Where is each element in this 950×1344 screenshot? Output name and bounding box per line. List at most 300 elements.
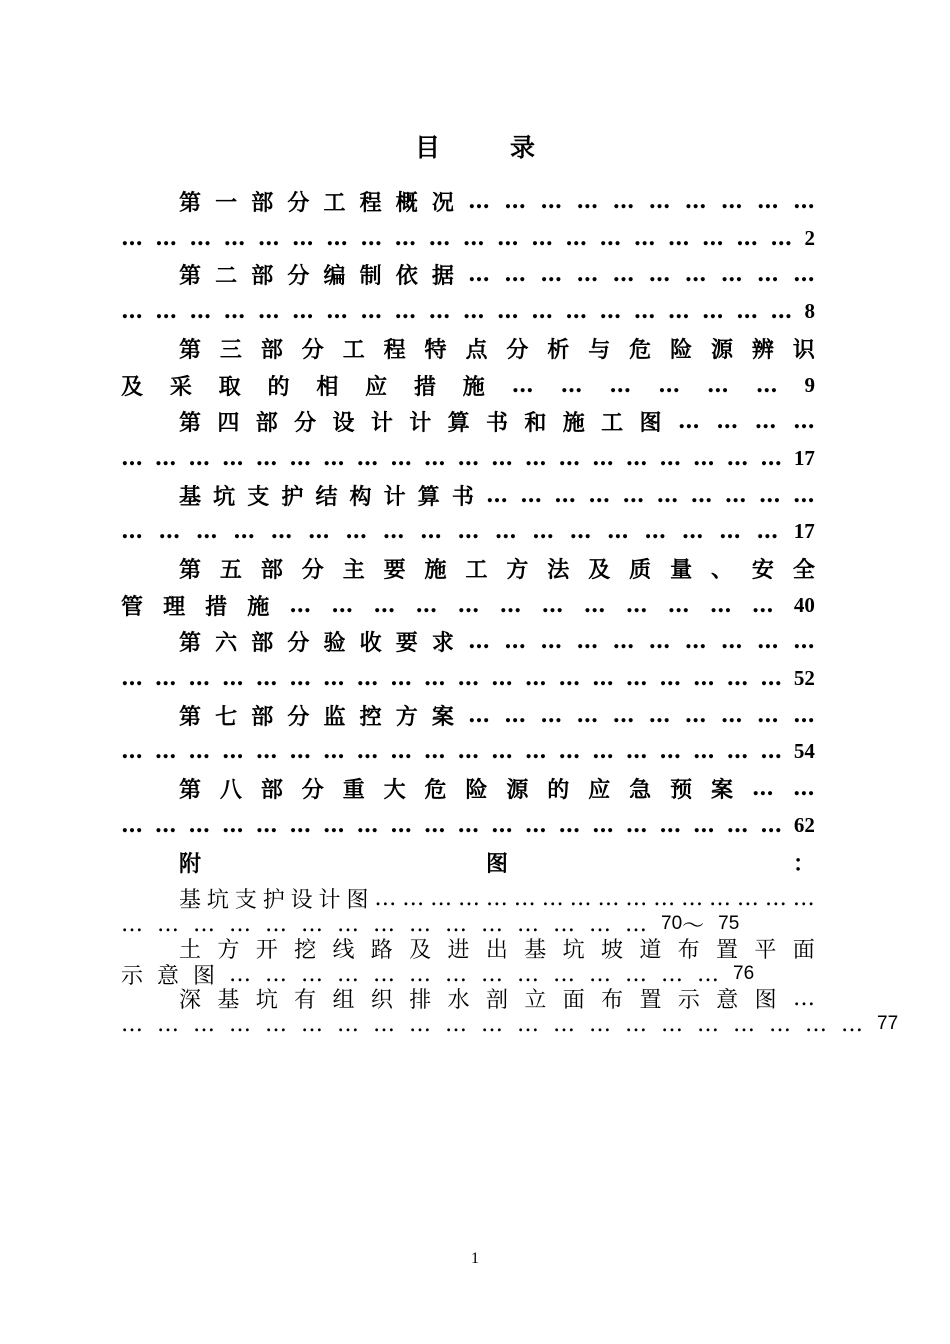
toc-char: … xyxy=(420,518,442,544)
toc-char: … xyxy=(565,225,588,251)
toc-char: … xyxy=(345,518,368,544)
toc-char: … xyxy=(390,665,413,691)
toc-char: … xyxy=(458,885,481,911)
toc-char: 水 xyxy=(447,987,470,1013)
toc-char: … xyxy=(625,665,648,691)
toc-char: 第 xyxy=(179,703,202,730)
toc-char: 方 xyxy=(217,937,240,963)
toc-char: 、 xyxy=(710,556,733,583)
toc-char: … xyxy=(756,628,779,654)
toc-char: 部 xyxy=(255,409,278,436)
toc-char: … xyxy=(337,911,359,937)
toc-char: 意 xyxy=(157,963,180,989)
toc-char: … xyxy=(189,225,212,251)
toc-char: … xyxy=(541,885,564,911)
toc-char: … xyxy=(792,188,815,214)
toc-char: … xyxy=(659,738,682,764)
toc-char: 坑 xyxy=(562,937,585,963)
toc-char: … xyxy=(558,665,581,691)
toc-char: … xyxy=(792,702,815,728)
toc-char: … xyxy=(517,1011,539,1037)
toc-char: … xyxy=(337,1011,359,1037)
toc-char: 置 xyxy=(716,937,739,963)
toc-char: … xyxy=(760,445,783,471)
toc-char: 工 xyxy=(601,409,624,436)
toc-char: … xyxy=(724,482,747,508)
toc-char: 分 xyxy=(287,629,310,656)
toc-char: 分 xyxy=(287,262,310,289)
toc-char: … xyxy=(457,592,480,618)
toc-char: … xyxy=(681,518,704,544)
toc-char: … xyxy=(229,911,251,937)
toc-char: 部 xyxy=(260,556,283,583)
toc-char: … xyxy=(792,482,815,508)
toc-char: … xyxy=(758,482,781,508)
page-ref: 70 xyxy=(661,913,683,934)
page-ref: 40 xyxy=(793,592,815,617)
toc-char: … xyxy=(760,738,783,764)
toc-char: … xyxy=(755,372,778,398)
toc-char: … xyxy=(720,188,743,214)
toc-char: … xyxy=(457,665,480,691)
toc-char: 路 xyxy=(370,937,393,963)
toc-char: … xyxy=(504,261,527,287)
toc-char: … xyxy=(430,885,453,911)
toc-char: 部 xyxy=(251,262,274,289)
toc-char: … xyxy=(576,628,599,654)
toc-char: … xyxy=(760,665,783,691)
toc-char: 设 xyxy=(332,409,355,436)
toc-char: … xyxy=(195,518,218,544)
toc-char: … xyxy=(625,911,647,937)
toc-char: … xyxy=(667,592,690,618)
toc-char: 六 xyxy=(215,629,238,656)
toc-char: 要 xyxy=(395,629,418,656)
toc-line-part2-a xyxy=(179,257,815,291)
toc-char: … xyxy=(558,445,581,471)
toc-char: 收 xyxy=(359,629,382,656)
toc-char: … xyxy=(589,1011,611,1037)
toc-char: … xyxy=(684,702,707,728)
toc-char: … xyxy=(553,961,576,987)
toc-char: … xyxy=(690,482,713,508)
toc-char: … xyxy=(576,188,599,214)
toc-char: … xyxy=(255,738,278,764)
toc-char: … xyxy=(390,445,413,471)
toc-char: 制 xyxy=(359,262,382,289)
toc-char: 构 xyxy=(349,483,372,510)
toc-char: … xyxy=(468,188,490,214)
toc-char: 部 xyxy=(260,336,283,363)
toc-char: … xyxy=(591,812,614,838)
toc-char: … xyxy=(792,628,815,654)
toc-char: 织 xyxy=(370,987,393,1013)
toc-char: 和 xyxy=(524,409,547,436)
toc-char: … xyxy=(625,961,648,987)
toc-char: 置 xyxy=(639,987,662,1013)
toc-char: 措 xyxy=(205,593,228,620)
toc-char: … xyxy=(457,518,480,544)
toc-char: … xyxy=(667,298,690,324)
toc-char: … xyxy=(677,408,700,434)
toc-char: 计 xyxy=(318,887,341,913)
toc-char: 二 xyxy=(215,262,238,289)
toc-line-sub1-b xyxy=(121,514,815,548)
toc-title xyxy=(0,128,950,164)
toc-char: 线 xyxy=(332,937,355,963)
toc-char: … xyxy=(289,812,312,838)
toc-char: 分 xyxy=(287,189,310,216)
toc-char: 险 xyxy=(465,776,488,803)
toc-char: … xyxy=(756,188,779,214)
toc-char: … xyxy=(496,298,519,324)
toc-char: … xyxy=(558,738,581,764)
toc-char: 基 xyxy=(217,987,240,1013)
toc-char: 源 xyxy=(710,336,733,363)
toc-char: 概 xyxy=(395,189,418,216)
toc-char: … xyxy=(606,518,629,544)
toc-char: 况 xyxy=(431,189,454,216)
toc-char: … xyxy=(540,261,563,287)
toc-char: 控 xyxy=(359,703,382,730)
toc-char: … xyxy=(792,885,815,911)
toc-char: … xyxy=(301,911,323,937)
toc-char: … xyxy=(648,188,671,214)
toc-char: 特 xyxy=(424,336,447,363)
toc-char: 据 xyxy=(431,262,454,289)
toc-char: … xyxy=(599,225,622,251)
toc-char: … xyxy=(189,298,212,324)
toc-char: … xyxy=(554,482,577,508)
toc-char: … xyxy=(373,592,396,618)
toc-char: … xyxy=(612,702,635,728)
toc-char: … xyxy=(326,298,349,324)
toc-char: … xyxy=(684,188,707,214)
toc-char: 分 xyxy=(301,336,324,363)
toc-char: 第 xyxy=(179,262,202,289)
toc-char: 有 xyxy=(294,987,317,1013)
toc-char: … xyxy=(188,665,211,691)
toc-char: 第 xyxy=(179,336,202,363)
toc-char: 应 xyxy=(365,373,388,400)
toc-char: 第 xyxy=(179,556,202,583)
toc-char: 附 xyxy=(179,850,202,877)
toc-char: … xyxy=(751,775,774,801)
toc-char: … xyxy=(499,592,522,618)
toc-char: … xyxy=(656,482,679,508)
toc-char: … xyxy=(491,738,514,764)
toc-char: 支 xyxy=(247,483,270,510)
toc-char: 八 xyxy=(219,776,242,803)
toc-char: … xyxy=(625,1011,647,1037)
toc-char: … xyxy=(415,592,438,618)
toc-line-part3-a xyxy=(179,331,815,365)
toc-char: 及 xyxy=(588,556,611,583)
toc-char: … xyxy=(540,188,563,214)
toc-char: … xyxy=(221,738,244,764)
page-ref: 17 xyxy=(793,518,815,543)
toc-char: 大 xyxy=(383,776,406,803)
toc-char: … xyxy=(428,298,451,324)
toc-char: … xyxy=(121,738,143,764)
toc-line-part4-a xyxy=(179,404,815,438)
toc-char: 主 xyxy=(342,556,365,583)
toc-line-fig1-a xyxy=(179,884,815,912)
toc-char: … xyxy=(769,1011,791,1037)
toc-char: 组 xyxy=(332,987,355,1013)
toc-char: … xyxy=(255,812,278,838)
toc-char: … xyxy=(609,372,632,398)
toc-char: 施 xyxy=(247,593,270,620)
toc-char: … xyxy=(659,445,682,471)
toc-line-sub1-a xyxy=(179,478,815,512)
toc-char: … xyxy=(360,225,383,251)
toc-char: 挖 xyxy=(294,937,317,963)
toc-char: … xyxy=(553,911,575,937)
toc-char: 设 xyxy=(290,887,313,913)
toc-char: 采 xyxy=(169,373,192,400)
toc-char: … xyxy=(517,961,540,987)
toc-char: … xyxy=(462,298,485,324)
page-ref: 52 xyxy=(793,665,815,690)
toc-char: … xyxy=(409,961,432,987)
toc-char: … xyxy=(485,885,508,911)
toc-char: … xyxy=(356,445,379,471)
toc-char: … xyxy=(265,1011,287,1037)
toc-char: 措 xyxy=(413,373,436,400)
toc-char: 图 xyxy=(754,987,777,1013)
toc-char: 第 xyxy=(179,776,202,803)
toc-char: … xyxy=(356,665,379,691)
toc-char: … xyxy=(468,628,490,654)
toc-char: 分 xyxy=(287,703,310,730)
toc-line-part1-b xyxy=(121,221,815,255)
toc-char: 源 xyxy=(506,776,529,803)
toc-char: … xyxy=(597,885,620,911)
toc-char: … xyxy=(255,445,278,471)
toc-char: … xyxy=(496,225,519,251)
toc-char: 算 xyxy=(417,483,440,510)
toc-char: 全 xyxy=(792,556,815,583)
toc-char: … xyxy=(589,911,611,937)
title-char-2: 录 xyxy=(510,133,536,162)
toc-char: … xyxy=(154,738,177,764)
toc-char: … xyxy=(373,961,396,987)
toc-char: … xyxy=(221,445,244,471)
toc-line-part5-a xyxy=(179,551,815,585)
toc-char: … xyxy=(291,298,314,324)
toc-line-part3-b xyxy=(121,368,815,402)
toc-char: … xyxy=(223,298,246,324)
toc-char: … xyxy=(524,738,547,764)
toc-char: … xyxy=(720,628,743,654)
toc-line-part4-b xyxy=(121,441,815,475)
toc-char: … xyxy=(468,261,490,287)
toc-char: … xyxy=(158,518,181,544)
toc-char: 第 xyxy=(179,189,202,216)
toc-char: 分 xyxy=(301,556,324,583)
toc-char: 的 xyxy=(267,373,290,400)
toc-char: … xyxy=(360,298,383,324)
toc-char: … xyxy=(402,885,425,911)
toc-char: 书 xyxy=(451,483,474,510)
toc-char: … xyxy=(121,445,143,471)
toc-char: … xyxy=(736,298,759,324)
toc-char: 与 xyxy=(588,336,611,363)
toc-char: 坑 xyxy=(255,987,278,1013)
toc-char: … xyxy=(511,372,534,398)
toc-char: 验 xyxy=(323,629,346,656)
toc-char: 护 xyxy=(281,483,304,510)
toc-char: 部 xyxy=(251,629,274,656)
toc-char: … xyxy=(667,225,690,251)
toc-char: 施 xyxy=(562,409,585,436)
toc-char: … xyxy=(726,445,749,471)
toc-line-fig2-a xyxy=(179,934,815,962)
toc-char: 计 xyxy=(383,483,406,510)
toc-char: … xyxy=(726,738,749,764)
toc-char: … xyxy=(560,372,583,398)
toc-char: 分 xyxy=(301,776,324,803)
toc-char: 坑 xyxy=(206,887,229,913)
toc-char: … xyxy=(701,225,724,251)
toc-char: 重 xyxy=(342,776,365,803)
toc-char: 辨 xyxy=(751,336,774,363)
toc-char: 险 xyxy=(670,336,693,363)
toc-char: 管 xyxy=(121,593,144,620)
toc-char: 案 xyxy=(431,703,454,730)
toc-char: … xyxy=(684,261,707,287)
toc-char: … xyxy=(307,518,330,544)
toc-char: … xyxy=(648,702,671,728)
toc-char: … xyxy=(154,812,177,838)
toc-char: … xyxy=(633,225,656,251)
toc-char: … xyxy=(504,702,527,728)
toc-char: … xyxy=(719,518,741,544)
toc-char: 土 xyxy=(179,937,202,963)
toc-char: … xyxy=(257,298,280,324)
page-ref: 17 xyxy=(793,445,815,470)
toc-char: 取 xyxy=(218,373,241,400)
toc-char: … xyxy=(445,961,468,987)
toc-char: … xyxy=(661,961,684,987)
toc-char: … xyxy=(193,1011,215,1037)
page-ref: 75 xyxy=(718,913,740,934)
toc-char: … xyxy=(540,628,563,654)
toc-char: … xyxy=(154,445,177,471)
toc-line-fig3-b xyxy=(121,1010,899,1038)
toc-char: 道 xyxy=(639,937,662,963)
toc-char: … xyxy=(558,812,581,838)
toc-char: … xyxy=(229,961,252,987)
toc-char: 图 xyxy=(639,409,662,436)
toc-char: 编 xyxy=(323,262,346,289)
toc-char: … xyxy=(524,445,547,471)
toc-char: … xyxy=(589,961,612,987)
toc-char: … xyxy=(565,298,588,324)
toc-char: … xyxy=(684,628,707,654)
toc-char: … xyxy=(289,445,312,471)
toc-char: … xyxy=(301,961,324,987)
toc-char: 图 xyxy=(485,850,508,877)
toc-char: … xyxy=(457,812,480,838)
toc-char: 基 xyxy=(179,483,202,510)
toc-char: … xyxy=(188,738,211,764)
toc-char: 程 xyxy=(383,336,406,363)
toc-char: … xyxy=(541,592,564,618)
toc-char: … xyxy=(612,188,635,214)
toc-char: … xyxy=(154,665,177,691)
toc-char: … xyxy=(322,738,345,764)
toc-char: … xyxy=(692,738,715,764)
toc-char: 布 xyxy=(677,937,700,963)
toc-char: … xyxy=(270,518,293,544)
toc-char: … xyxy=(569,885,592,911)
toc-char: … xyxy=(155,298,178,324)
page-ref: 54 xyxy=(793,738,815,763)
toc-char: 求 xyxy=(431,629,454,656)
toc-char: … xyxy=(121,1011,143,1037)
toc-char: … xyxy=(485,482,508,508)
toc-char: … xyxy=(576,702,599,728)
toc-char: … xyxy=(382,518,405,544)
toc-char: … xyxy=(653,885,676,911)
toc-char: 理 xyxy=(163,593,186,620)
toc-char: … xyxy=(697,1011,719,1037)
toc-char: … xyxy=(569,518,592,544)
toc-char: … xyxy=(121,911,143,937)
toc-line-part1-a xyxy=(179,184,815,218)
toc-char: 量 xyxy=(670,556,693,583)
toc-char: … xyxy=(481,961,504,987)
toc-char: 面 xyxy=(792,937,815,963)
toc-char: … xyxy=(326,225,349,251)
toc-char: 的 xyxy=(547,776,570,803)
page-ref: 62 xyxy=(793,812,815,837)
toc-char: 立 xyxy=(524,987,547,1013)
toc-char: … xyxy=(531,298,554,324)
toc-char: … xyxy=(659,665,682,691)
toc-char: 坡 xyxy=(600,937,623,963)
toc-char: … xyxy=(709,885,732,911)
toc-char: 计 xyxy=(409,409,432,436)
toc-char: … xyxy=(265,961,288,987)
toc-char: … xyxy=(517,911,539,937)
toc-char: … xyxy=(409,911,431,937)
toc-char: … xyxy=(301,1011,323,1037)
toc-char: … xyxy=(188,812,211,838)
toc-char: … xyxy=(331,592,354,618)
toc-char: 及 xyxy=(121,373,144,400)
toc-char: … xyxy=(193,911,215,937)
toc-char: 工 xyxy=(465,556,488,583)
toc-char: … xyxy=(531,225,554,251)
toc-char: ～ xyxy=(682,913,705,939)
toc-char: … xyxy=(625,885,648,911)
toc-char: … xyxy=(121,298,143,324)
toc-char: … xyxy=(390,812,413,838)
toc-char: … xyxy=(457,738,480,764)
toc-char: 面 xyxy=(562,987,585,1013)
toc-char: 图 xyxy=(193,963,216,989)
toc-char: 图 xyxy=(346,887,369,913)
toc-char: … xyxy=(625,592,648,618)
toc-char: … xyxy=(445,1011,467,1037)
toc-char: … xyxy=(692,665,715,691)
toc-char: … xyxy=(524,812,547,838)
toc-char: 深 xyxy=(179,987,202,1013)
toc-char: 部 xyxy=(251,703,274,730)
